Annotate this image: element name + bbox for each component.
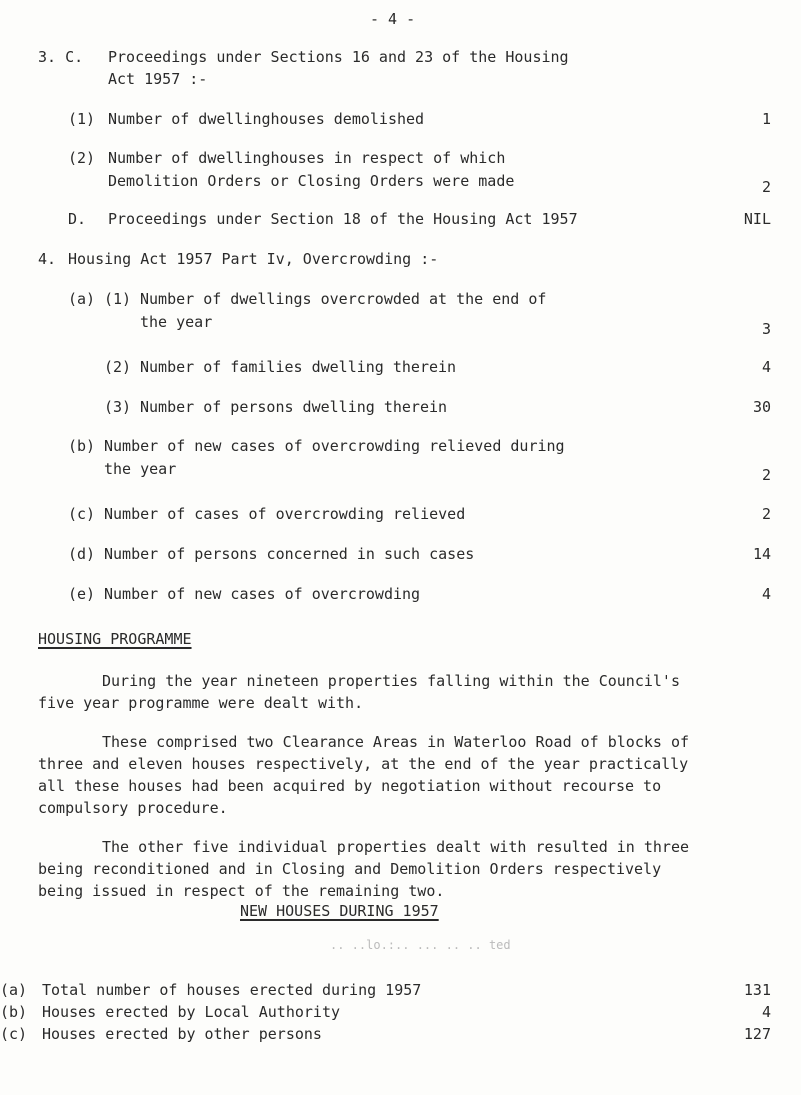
section-4b-label: (b)	[68, 437, 96, 455]
item-4a-1-text-line1: Number of dwellings overcrowded at the end of	[140, 290, 547, 308]
new-houses-c-text: Houses erected by other persons	[42, 1025, 322, 1043]
item-3c-1-text: Number of dwellinghouses demolished	[108, 110, 425, 128]
new-houses-b-value: 4	[761, 1003, 771, 1021]
new-houses-b-label: (b)	[0, 1003, 28, 1021]
new-houses-c-label: (c)	[0, 1025, 28, 1043]
item-4a-3-value: 30	[752, 398, 771, 416]
item-3c-2-text-line1: Number of dwellinghouses in respect of which	[108, 149, 506, 167]
item-3c-1-num: (1)	[68, 110, 96, 128]
para1-line2: five year programme were dealt with.	[38, 694, 364, 712]
item-3c-1-value: 1	[761, 110, 771, 128]
item-4a-1-value: 3	[761, 320, 771, 338]
section-3c-title-line1: Proceedings under Sections 16 and 23 of the Housing	[108, 48, 569, 66]
item-4a-2-text: Number of families dwelling therein	[140, 358, 457, 376]
item-4a-1-num: (1)	[104, 290, 132, 308]
section-4-label: 4.	[38, 250, 57, 268]
faint-illegible-text: .. ..lo.:.. ... .. .. ted	[330, 938, 511, 952]
section-3d-value: NIL	[743, 210, 771, 228]
housing-programme-heading: HOUSING PROGRAMME	[38, 630, 192, 648]
item-4a-3-text: Number of persons dwelling therein	[140, 398, 448, 416]
section-4c-value: 2	[761, 505, 771, 523]
para3-line3: being issued in respect of the remaining two.	[38, 882, 445, 900]
para1-line1: During the year nineteen properties falling within the Council's	[102, 672, 680, 690]
section-4b-text-line1: Number of new cases of overcrowding relieved during	[104, 437, 565, 455]
section-4c-label: (c)	[68, 505, 96, 523]
section-4e-value: 4	[761, 585, 771, 603]
para2-line2: three and eleven houses respectively, at the end of the year practically	[38, 755, 689, 773]
item-3c-2-value: 2	[761, 178, 771, 196]
section-4e-text: Number of new cases of overcrowding	[104, 585, 421, 603]
new-houses-b-text: Houses erected by Local Authority	[42, 1003, 341, 1021]
new-houses-a-label: (a)	[0, 981, 28, 999]
section-4a-label: (a)	[68, 290, 96, 308]
item-4a-2-num: (2)	[104, 358, 132, 376]
section-3c-label: 3. C.	[38, 48, 84, 66]
section-4-title: Housing Act 1957 Part Iv, Overcrowding :-	[68, 250, 439, 268]
new-houses-c-value: 127	[743, 1025, 771, 1043]
para2-line3: all these houses had been acquired by negotiation without recourse to	[38, 777, 662, 795]
section-3c-title-line2: Act 1957 :-	[108, 70, 208, 88]
section-4d-text: Number of persons concerned in such cases	[104, 545, 475, 563]
para3-line2: being reconditioned and in Closing and Demolition Orders respectively	[38, 860, 662, 878]
section-4d-value: 14	[752, 545, 771, 563]
section-4e-label: (e)	[68, 585, 96, 603]
para2-line4: compulsory procedure.	[38, 799, 228, 817]
new-houses-heading: NEW HOUSES DURING 1957	[240, 902, 439, 920]
item-4a-2-value: 4	[761, 358, 771, 376]
item-4a-3-num: (3)	[104, 398, 132, 416]
section-3d-label: D.	[68, 210, 87, 228]
page-number: - 4 -	[370, 10, 416, 28]
para3-line1: The other five individual properties dealt with resulted in three	[102, 838, 689, 856]
item-3c-2-text-line2: Demolition Orders or Closing Orders were made	[108, 172, 515, 190]
section-4b-text-line2: the year	[104, 460, 177, 478]
section-3d-title: Proceedings under Section 18 of the Housing Act 1957	[108, 210, 578, 228]
section-4d-label: (d)	[68, 545, 96, 563]
new-houses-a-value: 131	[743, 981, 771, 999]
item-3c-2-num: (2)	[68, 149, 96, 167]
section-4c-text: Number of cases of overcrowding relieved	[104, 505, 466, 523]
para2-line1: These comprised two Clearance Areas in Waterloo Road of blocks of	[102, 733, 689, 751]
section-4b-value: 2	[761, 466, 771, 484]
new-houses-a-text: Total number of houses erected during 1957	[42, 981, 422, 999]
item-4a-1-text-line2: the year	[140, 313, 213, 331]
